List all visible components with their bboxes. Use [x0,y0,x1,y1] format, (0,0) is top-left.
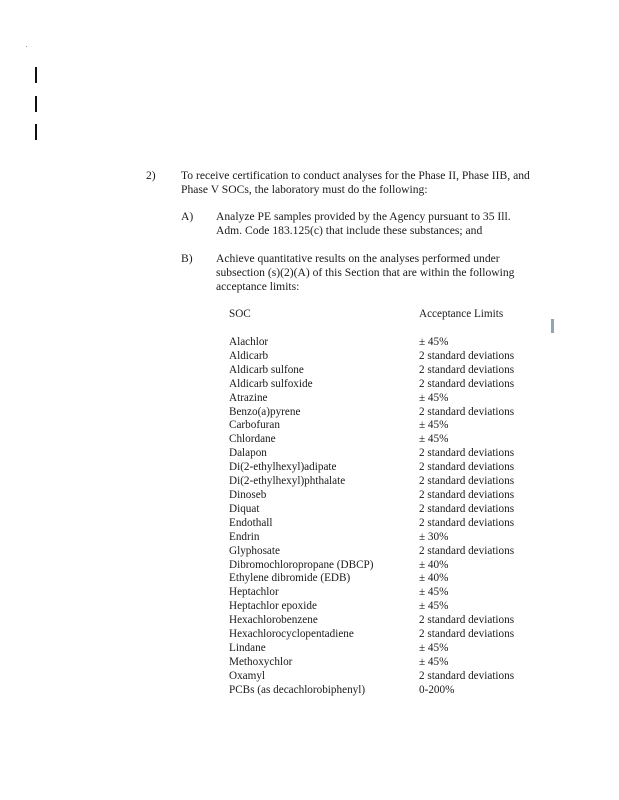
paragraph-line: acceptance limits: [216,280,300,293]
soc-name-cell: Endrin [229,530,260,543]
soc-name-cell: Di(2-ethylhexyl)phthalate [229,475,346,488]
table-row [229,419,549,433]
table-row [229,392,549,406]
table-body [229,336,549,698]
table-row [229,489,549,503]
revision-bar [35,67,37,83]
soc-name-cell: Heptachlor epoxide [229,600,317,613]
acceptance-limits-table [229,308,549,698]
soc-name-cell: Oxamyl [229,669,266,682]
acceptance-limit-cell: ± 45% [419,433,449,446]
acceptance-limit-cell: ± 40% [419,558,449,571]
paragraph-line: Achieve quantitative results on the analyses performed under [216,252,500,265]
soc-name-cell: Aldicarb sulfoxide [229,377,313,390]
acceptance-limit-cell: ± 45% [419,641,449,654]
soc-name-cell: Carbofuran [229,419,280,432]
acceptance-limit-cell: 2 standard deviations [419,488,515,501]
table-row [229,545,549,559]
soc-name-cell: Heptachlor [229,586,279,599]
acceptance-limit-cell: 2 standard deviations [419,363,515,376]
soc-column-header: SOC [229,308,251,320]
acceptance-limit-cell: 2 standard deviations [419,447,515,460]
soc-name-cell: Methoxychlor [229,655,293,668]
table-row [229,600,549,614]
table-row [229,350,549,364]
acceptance-limit-cell: 0-200% [419,683,455,696]
acceptance-limit-cell: ± 40% [419,572,449,585]
soc-name-cell: Aldicarb [229,349,269,362]
table-row [229,447,549,461]
table-row [229,656,549,670]
table-row [229,378,549,392]
table-row [229,406,549,420]
table-row [229,364,549,378]
acceptance-limit-cell: 2 standard deviations [419,544,515,557]
acceptance-limit-cell: ± 30% [419,530,449,543]
table-row [229,642,549,656]
acceptance-limit-cell: 2 standard deviations [419,405,515,418]
table-row [229,461,549,475]
item-a-paragraph [216,210,511,238]
soc-name-cell: PCBs (as decachlorobiphenyl) [229,683,366,696]
soc-name-cell: Glyphosate [229,544,280,557]
acceptance-limit-cell: 2 standard deviations [419,349,515,362]
paragraph-line: To receive certification to conduct analyses for the Phase II, Phase IIB, and [181,169,530,182]
acceptance-limit-cell: ± 45% [419,336,449,348]
table-row [229,531,549,545]
table-row [229,503,549,517]
table-row [229,336,549,350]
table-row [229,628,549,642]
soc-name-cell: Dalapon [229,447,267,460]
table-row [229,572,549,586]
table-row [229,475,549,489]
item-a-label: A) [181,210,194,223]
table-row [229,559,549,573]
paragraph-line: Phase V SOCs, the laboratory must do the following: [181,183,428,196]
acceptance-limit-cell: ± 45% [419,419,449,432]
acceptance-limit-cell: 2 standard deviations [419,461,515,474]
paragraph-line: subsection (s)(2)(A) of this Section that are within the following [216,266,515,279]
soc-name-cell: Endothall [229,516,273,529]
soc-name-cell: Chlordane [229,433,276,446]
acceptance-limit-cell: ± 45% [419,600,449,613]
soc-name-cell: Hexachlorobenzene [229,614,318,627]
table-row [229,433,549,447]
acceptance-limits-column-header: Acceptance Limits [419,308,504,320]
acceptance-limit-cell: ± 45% [419,391,449,404]
soc-name-cell: Di(2-ethylhexyl)adipate [229,461,337,474]
table-row [229,684,549,698]
acceptance-limit-cell: 2 standard deviations [419,628,515,641]
soc-name-cell: Ethylene dibromide (EDB) [229,572,351,585]
acceptance-limit-cell: 2 standard deviations [419,669,515,682]
item-b-label: B) [181,252,193,265]
soc-name-cell: Diquat [229,502,260,515]
acceptance-limit-cell: 2 standard deviations [419,475,515,488]
revision-bar [35,96,37,112]
item-b-paragraph [216,252,514,294]
acceptance-limit-cell: 2 standard deviations [419,516,515,529]
soc-name-cell: Lindane [229,641,266,654]
acceptance-limit-cell: 2 standard deviations [419,377,515,390]
soc-name-cell: Alachlor [229,336,269,348]
paragraph-line: Analyze PE samples provided by the Agency pursuant to 35 Ill. [216,210,511,223]
section-paragraph [181,169,530,197]
soc-name-cell: Dibromochloropropane (DBCP) [229,558,374,571]
acceptance-limit-cell: ± 45% [419,586,449,599]
table-header [229,308,549,336]
table-row [229,517,549,531]
soc-name-cell: Hexachlorocyclopentadiene [229,628,354,641]
revision-bar [35,124,37,140]
acceptance-limit-cell: ± 45% [419,655,449,668]
table-row [229,670,549,684]
soc-name-cell: Aldicarb sulfone [229,363,304,376]
soc-name-cell: Atrazine [229,391,268,404]
paragraph-line: Adm. Code 183.125(c) that include these substances; and [216,224,483,237]
soc-name-cell: Benzo(a)pyrene [229,405,301,418]
acceptance-limit-cell: 2 standard deviations [419,502,515,515]
table-row [229,586,549,600]
table-row [229,614,549,628]
revision-bar [551,319,554,333]
scan-speck [26,46,27,47]
soc-name-cell: Dinoseb [229,488,267,501]
section-number: 2) [146,169,156,182]
acceptance-limit-cell: 2 standard deviations [419,614,515,627]
